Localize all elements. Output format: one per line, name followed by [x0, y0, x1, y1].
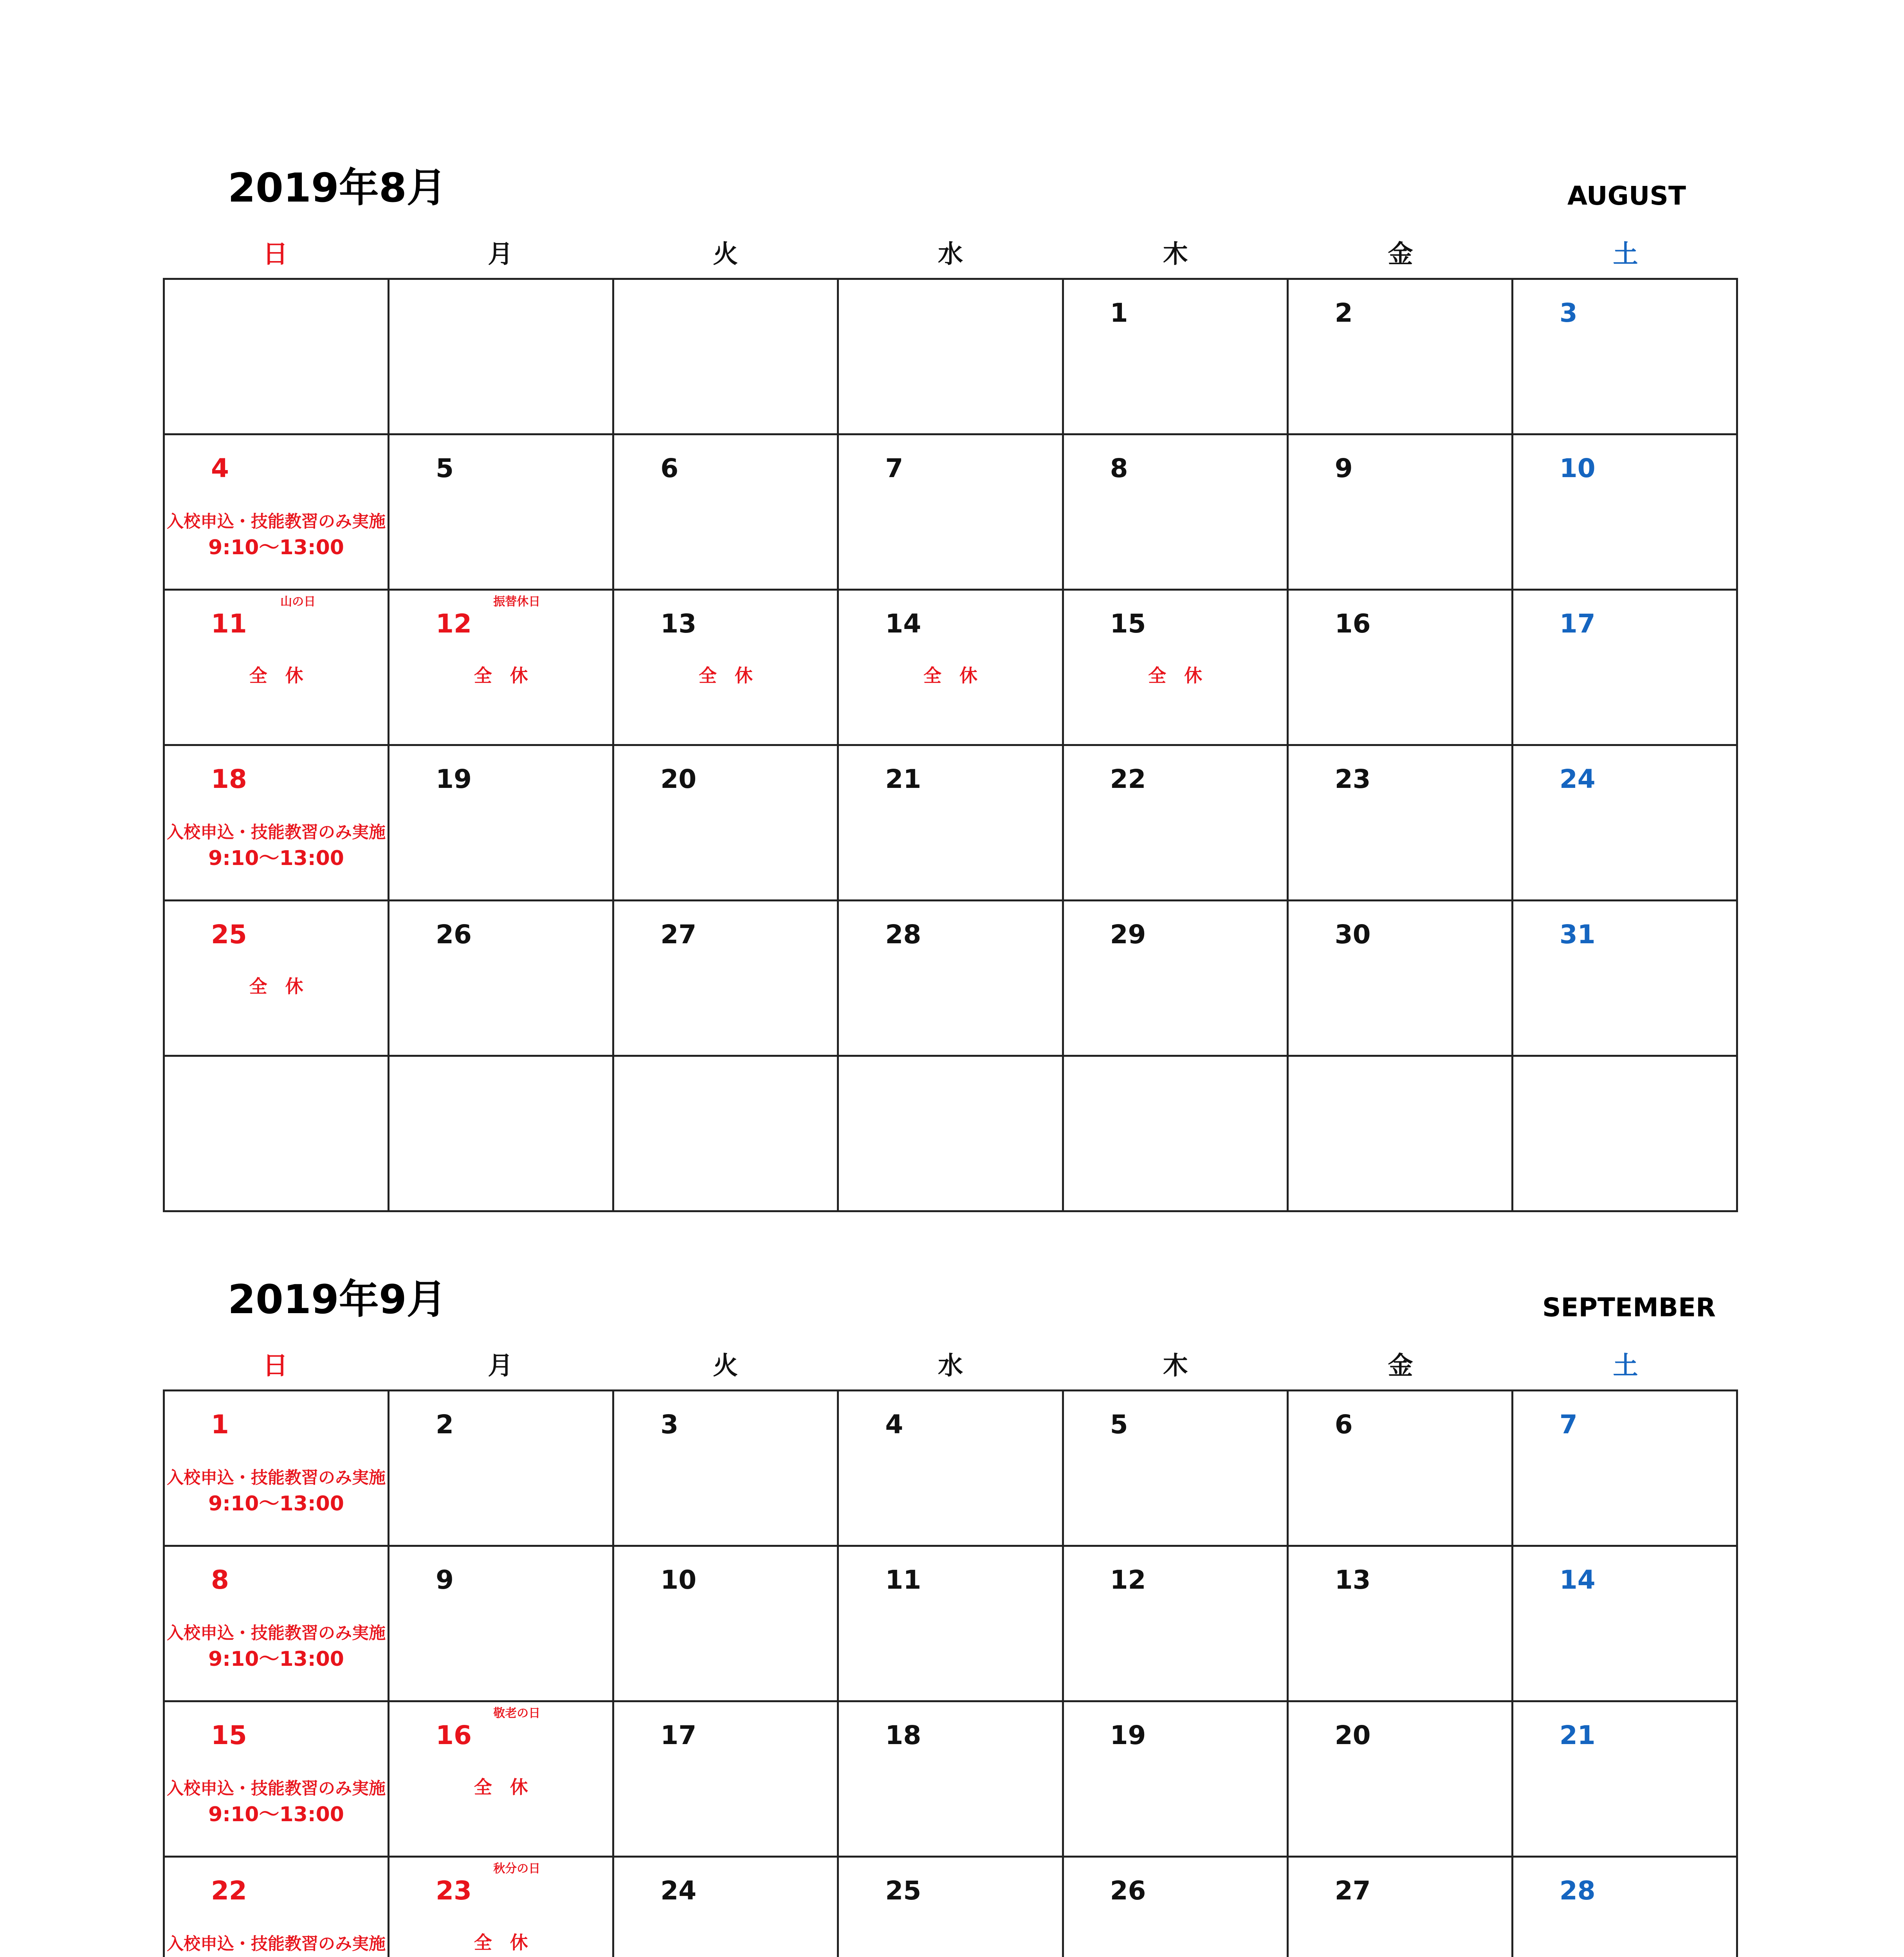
- day-cell: [1513, 1858, 1738, 1957]
- day-number: 20: [660, 764, 697, 794]
- schedule-note: [165, 1465, 388, 1517]
- weekday-label: 土: [1613, 1352, 1638, 1380]
- note-time: 9:10～13:00: [208, 1492, 344, 1516]
- day-cell: [1289, 746, 1513, 901]
- day-number: 17: [1559, 609, 1596, 639]
- weekday-label: 木: [1163, 1352, 1188, 1380]
- day-cell: [1513, 1391, 1738, 1547]
- day-number: 15: [1110, 609, 1146, 639]
- day-number: 9: [436, 1565, 454, 1595]
- day-cell: [1064, 435, 1289, 591]
- closed-label: 全 休: [1148, 665, 1203, 686]
- day-cell: [1064, 1858, 1289, 1957]
- day-cell: [1513, 1702, 1738, 1858]
- day-number: 28: [885, 919, 921, 950]
- day-cell: [1064, 1391, 1289, 1547]
- day-cell: [1513, 746, 1738, 901]
- day-cell: [614, 901, 839, 1057]
- day-number: 17: [660, 1720, 697, 1750]
- day-cell: [1289, 1547, 1513, 1702]
- day-number: 4: [885, 1409, 903, 1440]
- day-number: 15: [211, 1720, 247, 1750]
- day-cell: [839, 280, 1064, 435]
- note-description: 入校申込・技能教習のみ実施: [167, 1468, 386, 1488]
- day-number: 7: [885, 453, 903, 483]
- day-number: 6: [1334, 1409, 1353, 1440]
- day-number: 8: [1110, 453, 1128, 483]
- day-cell: [389, 591, 614, 746]
- weekday-label: 日: [263, 1352, 288, 1380]
- day-cell: [165, 1858, 389, 1957]
- day-cell: [614, 1057, 839, 1212]
- day-cell: [839, 901, 1064, 1057]
- day-cell: [839, 1547, 1064, 1702]
- day-number: 1: [1110, 298, 1128, 328]
- day-number: 24: [1559, 764, 1596, 794]
- note-description: 入校申込・技能教習のみ実施: [167, 1624, 386, 1643]
- day-cell: [839, 746, 1064, 901]
- day-cell: [1513, 280, 1738, 435]
- day-cell: [389, 1057, 614, 1212]
- day-cell: [614, 1391, 839, 1547]
- weekday-label: 水: [938, 1352, 963, 1380]
- day-number: 31: [1559, 919, 1596, 950]
- day-number: 22: [211, 1876, 247, 1906]
- day-number: 5: [1110, 1409, 1128, 1440]
- calendar-title: 2019年8月: [228, 165, 447, 211]
- day-number: 25: [885, 1876, 921, 1906]
- calendar-title: 2019年9月: [228, 1276, 447, 1323]
- day-cell: [389, 280, 614, 435]
- day-number: 26: [436, 919, 472, 950]
- weekday-label: 月: [488, 1352, 513, 1380]
- schedule-note: [165, 1620, 388, 1672]
- day-number: 18: [211, 764, 247, 794]
- holiday-name: 山の日: [280, 595, 316, 609]
- day-number: 11: [211, 609, 247, 639]
- day-number: 1: [211, 1409, 229, 1440]
- day-cell: [1064, 1057, 1289, 1212]
- day-cell: [389, 746, 614, 901]
- calendar-grid: [163, 1389, 1738, 1957]
- closed-label: 全 休: [923, 665, 977, 686]
- day-cell: [1513, 1057, 1738, 1212]
- day-number: 13: [1334, 1565, 1371, 1595]
- day-cell: [614, 746, 839, 901]
- day-cell: [1289, 1858, 1513, 1957]
- day-number: 23: [436, 1876, 472, 1906]
- day-cell: [1289, 1702, 1513, 1858]
- day-number: 30: [1334, 919, 1371, 950]
- day-number: 23: [1334, 764, 1371, 794]
- day-number: 28: [1559, 1876, 1596, 1906]
- day-cell: [1513, 1547, 1738, 1702]
- schedule-note: [165, 509, 388, 560]
- day-number: 6: [660, 453, 679, 483]
- day-number: 2: [436, 1409, 454, 1440]
- day-number: 24: [660, 1876, 697, 1906]
- weekday-label: 金: [1388, 240, 1413, 269]
- day-cell: [1064, 591, 1289, 746]
- schedule-note: [165, 1931, 388, 1957]
- note-description: 入校申込・技能教習のみ実施: [167, 823, 386, 842]
- day-cell: [614, 591, 839, 746]
- calendar-month-english: AUGUST: [1567, 181, 1686, 211]
- day-cell: [1064, 1702, 1289, 1858]
- weekday-label: 金: [1388, 1352, 1413, 1380]
- closed-label: 全 休: [698, 665, 753, 686]
- day-number: 8: [211, 1565, 229, 1595]
- calendar-september: [163, 1276, 1738, 1957]
- day-number: 21: [1559, 1720, 1596, 1750]
- day-number: 10: [660, 1565, 697, 1595]
- day-cell: [165, 901, 389, 1057]
- weekday-label: 日: [263, 240, 288, 269]
- day-number: 19: [436, 764, 472, 794]
- day-cell: [165, 746, 389, 901]
- day-number: 11: [885, 1565, 921, 1595]
- note-time: 9:10～13:00: [208, 847, 344, 870]
- day-number: 19: [1110, 1720, 1146, 1750]
- day-cell: [389, 1702, 614, 1858]
- note-description: 入校申込・技能教習のみ実施: [167, 1779, 386, 1798]
- day-cell: [839, 1702, 1064, 1858]
- day-cell: [389, 1858, 614, 1957]
- note-time: 9:10～13:00: [208, 1803, 344, 1826]
- day-cell: [1289, 1057, 1513, 1212]
- holiday-name: 秋分の日: [493, 1862, 541, 1876]
- day-cell: [1064, 901, 1289, 1057]
- day-number: 25: [211, 919, 247, 950]
- weekday-header-row: [163, 1343, 1738, 1389]
- day-cell: [839, 1858, 1064, 1957]
- day-cell: [1513, 435, 1738, 591]
- weekday-header-row: [163, 231, 1738, 278]
- day-number: 3: [1559, 298, 1578, 328]
- day-number: 18: [885, 1720, 921, 1750]
- day-number: 21: [885, 764, 921, 794]
- note-description: 入校申込・技能教習のみ実施: [167, 1934, 386, 1954]
- calendar-august: [163, 164, 1738, 1212]
- day-number: 12: [436, 609, 472, 639]
- day-number: 14: [885, 609, 921, 639]
- holiday-name: 振替休日: [493, 595, 541, 609]
- closed-label: 全 休: [249, 665, 303, 686]
- day-cell: [839, 1057, 1064, 1212]
- closed-label: 全 休: [249, 976, 303, 997]
- day-cell: [614, 1702, 839, 1858]
- weekday-label: 火: [713, 1352, 738, 1380]
- note-time: 9:10～13:00: [208, 1647, 344, 1671]
- day-cell: [1064, 280, 1289, 435]
- day-cell: [389, 1547, 614, 1702]
- holiday-name: 敬老の日: [493, 1707, 541, 1720]
- day-cell: [1064, 1547, 1289, 1702]
- day-cell: [614, 1858, 839, 1957]
- day-cell: [1289, 280, 1513, 435]
- weekday-label: 水: [938, 240, 963, 269]
- day-cell: [389, 1391, 614, 1547]
- day-number: 7: [1559, 1409, 1578, 1440]
- schedule-note: [165, 1776, 388, 1827]
- day-number: 12: [1110, 1565, 1146, 1595]
- day-number: 4: [211, 453, 229, 483]
- day-cell: [389, 435, 614, 591]
- day-cell: [165, 280, 389, 435]
- day-number: 22: [1110, 764, 1146, 794]
- weekday-label: 土: [1613, 240, 1638, 269]
- note-time: 9:10～13:00: [208, 536, 344, 559]
- day-number: 14: [1559, 1565, 1596, 1595]
- day-number: 10: [1559, 453, 1596, 483]
- day-cell: [839, 435, 1064, 591]
- day-number: 3: [660, 1409, 679, 1440]
- day-number: 26: [1110, 1876, 1146, 1906]
- calendar-header: [163, 1276, 1738, 1343]
- day-cell: [1289, 591, 1513, 746]
- weekday-label: 月: [488, 240, 513, 269]
- day-number: 9: [1334, 453, 1353, 483]
- day-cell: [839, 591, 1064, 746]
- day-cell: [614, 435, 839, 591]
- day-cell: [1513, 591, 1738, 746]
- day-cell: [165, 591, 389, 746]
- day-cell: [1289, 901, 1513, 1057]
- calendar-header: [163, 164, 1738, 231]
- day-cell: [614, 1547, 839, 1702]
- day-number: 13: [660, 609, 697, 639]
- day-cell: [1289, 435, 1513, 591]
- note-description: 入校申込・技能教習のみ実施: [167, 512, 386, 532]
- day-cell: [165, 1391, 389, 1547]
- day-number: 16: [1334, 609, 1371, 639]
- day-cell: [165, 1702, 389, 1858]
- day-cell: [389, 901, 614, 1057]
- day-cell: [839, 1391, 1064, 1547]
- closed-label: 全 休: [474, 1932, 528, 1953]
- day-cell: [1064, 746, 1289, 901]
- day-cell: [1513, 901, 1738, 1057]
- day-cell: [614, 280, 839, 435]
- day-cell: [165, 1547, 389, 1702]
- day-number: 2: [1334, 298, 1353, 328]
- closed-label: 全 休: [474, 665, 528, 686]
- day-number: 5: [436, 453, 454, 483]
- schedule-note: [165, 820, 388, 871]
- day-number: 20: [1334, 1720, 1371, 1750]
- day-cell: [1289, 1391, 1513, 1547]
- day-cell: [165, 1057, 389, 1212]
- weekday-label: 火: [713, 240, 738, 269]
- day-number: 16: [436, 1720, 472, 1750]
- calendar-grid: [163, 278, 1738, 1212]
- day-number: 27: [1334, 1876, 1371, 1906]
- calendar-month-english: SEPTEMBER: [1542, 1292, 1716, 1323]
- weekday-label: 木: [1163, 240, 1188, 269]
- day-number: 29: [1110, 919, 1146, 950]
- day-number: 27: [660, 919, 697, 950]
- day-cell: [165, 435, 389, 591]
- closed-label: 全 休: [474, 1777, 528, 1798]
